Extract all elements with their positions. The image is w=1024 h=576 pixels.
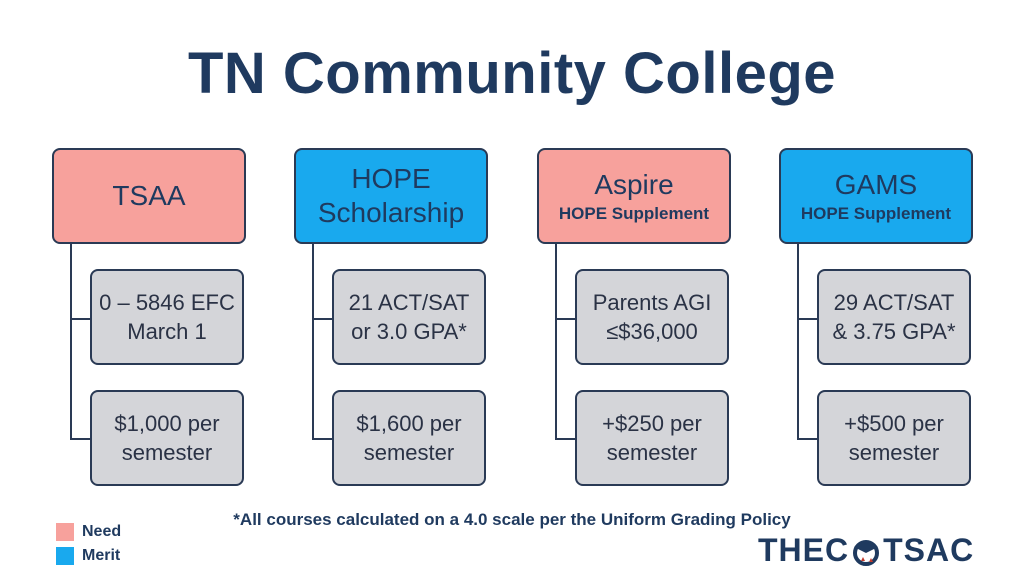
legend-need-label: Need bbox=[82, 523, 122, 540]
criteria-box bbox=[817, 269, 971, 365]
program-name: TSAA bbox=[112, 180, 186, 211]
connector-horizontal bbox=[70, 318, 92, 320]
award-box-text: +$500 per semester bbox=[844, 411, 944, 465]
program-header-aspire bbox=[537, 148, 731, 244]
connector-vertical bbox=[312, 244, 314, 439]
logo-left-text: THEC bbox=[758, 532, 850, 568]
graduation-cap-icon bbox=[851, 536, 881, 566]
connector-horizontal bbox=[312, 318, 334, 320]
award-box bbox=[817, 390, 971, 486]
criteria-box-text: 0 – 5846 EFC March 1 bbox=[99, 290, 235, 344]
award-box-text: +$250 per semester bbox=[602, 411, 702, 465]
program-header-hope bbox=[294, 148, 488, 244]
legend-need bbox=[56, 520, 121, 544]
criteria-box-text: Parents AGI ≤$36,000 bbox=[592, 290, 712, 344]
legend-merit-swatch bbox=[56, 547, 74, 565]
connector-horizontal bbox=[797, 318, 819, 320]
criteria-box bbox=[332, 269, 486, 365]
legend-merit-label: Merit bbox=[82, 547, 121, 564]
connector-vertical bbox=[797, 244, 799, 439]
program-subtitle: HOPE Supplement bbox=[800, 204, 952, 223]
criteria-box bbox=[575, 269, 729, 365]
legend bbox=[56, 520, 121, 568]
award-box-text: $1,000 per semester bbox=[114, 411, 220, 465]
footnote: *All courses calculated on a 4.0 scale per the Uniform Grading Policy bbox=[233, 510, 791, 529]
program-header-tsaa bbox=[52, 148, 246, 244]
connector-vertical bbox=[555, 244, 557, 439]
connector-horizontal bbox=[797, 438, 819, 440]
program-name: Aspire bbox=[594, 169, 674, 200]
connector-horizontal bbox=[555, 318, 577, 320]
logo-right-text: TSAC bbox=[883, 532, 975, 568]
page-title: TN Community College bbox=[187, 41, 837, 106]
program-subtitle: HOPE Supplement bbox=[558, 204, 710, 223]
program-name: GAMS bbox=[834, 169, 918, 200]
criteria-box-text: 21 ACT/SAT or 3.0 GPA* bbox=[348, 290, 470, 344]
connector-horizontal bbox=[312, 438, 334, 440]
connector-horizontal bbox=[555, 438, 577, 440]
program-name: HOPE Scholarship bbox=[317, 163, 465, 228]
thec-tsac-logo bbox=[758, 532, 974, 569]
connector-vertical bbox=[70, 244, 72, 439]
connector-horizontal bbox=[70, 438, 92, 440]
legend-merit bbox=[56, 544, 121, 568]
program-header-gams bbox=[779, 148, 973, 244]
legend-need-swatch bbox=[56, 523, 74, 541]
award-box bbox=[332, 390, 486, 486]
criteria-box-text: 29 ACT/SAT & 3.75 GPA* bbox=[832, 290, 956, 344]
award-box bbox=[90, 390, 244, 486]
award-box-text: $1,600 per semester bbox=[356, 411, 462, 465]
criteria-box bbox=[90, 269, 244, 365]
award-box bbox=[575, 390, 729, 486]
